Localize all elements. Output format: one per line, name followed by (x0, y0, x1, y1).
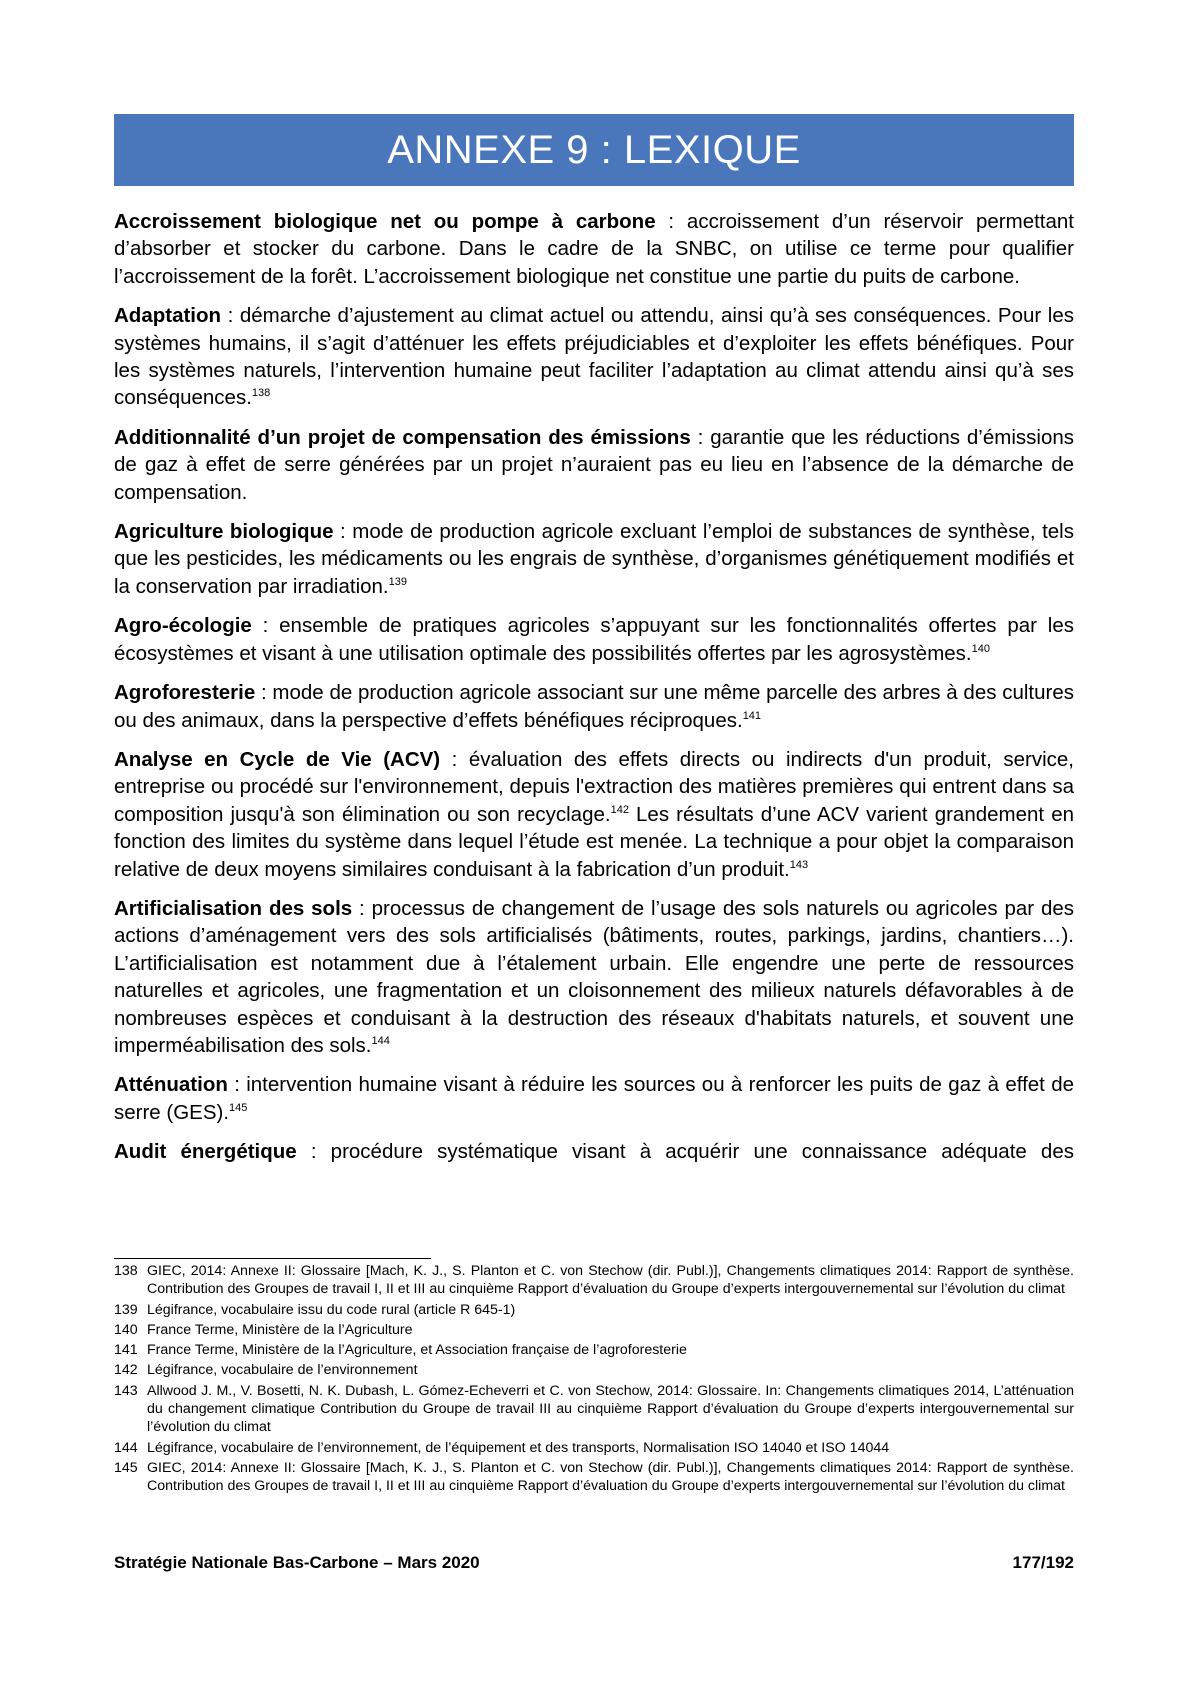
footer-document-title: Stratégie Nationale Bas-Carbone – Mars 2020 (114, 1553, 480, 1572)
glossary-definition: : mode de production agricole excluant l’emploi de substances de synthèse, tels que les pesticides, les médicaments ou les engrais de synthèse, d’organismes génétiquement modifiés et la conservation par irradiation. (114, 520, 1074, 598)
footnote-ref[interactable]: 145 (229, 1101, 248, 1114)
footnote-text: Légifrance, vocabulaire de l’environnement (147, 1362, 418, 1379)
footnote-separator (114, 1258, 431, 1259)
footnote-ref[interactable]: 142 (610, 803, 629, 816)
glossary-definition: : ensemble de pratiques agricoles s’appuyant sur les fonctionnalités offertes par les écosystèmes et visant à une utilisation optimale des possibilités offertes par les agrosystèmes. (114, 614, 1074, 665)
footnote (114, 1321, 1074, 1339)
glossary-term: Atténuation (114, 1073, 228, 1097)
glossary-term: Accroissement biologique net ou pompe à carbone (114, 210, 656, 233)
footnote-ref[interactable]: 141 (742, 709, 762, 722)
glossary-term: Artificialisation des sols (114, 896, 353, 920)
footnote-ref[interactable]: 143 (789, 858, 809, 871)
glossary-entry (114, 518, 1074, 600)
glossary-entry (114, 424, 1074, 506)
glossary-entry (114, 208, 1074, 290)
glossary-entry (114, 746, 1074, 883)
glossary-content (114, 208, 1074, 1178)
glossary-definition: : garantie que les réductions d’émissions de gaz à effet de serre générées par un projet n’auraient pas eu lieu en l’absence de la démarche de compensation. (114, 425, 1074, 504)
footnote-number: 144 (114, 1439, 138, 1456)
glossary-entry (114, 302, 1074, 412)
page-number: 177/192 (1012, 1553, 1074, 1572)
footnote (114, 1382, 1074, 1437)
footnote-text: Légifrance, vocabulaire issu du code rural (article R 645-1) (147, 1301, 516, 1318)
footnote-number: 138 (114, 1263, 138, 1279)
glossary-definition: : évaluation des effets directs ou indirects d'un produit, service, entreprise ou procédé sur l'environnement, depuis l'extraction des matières premières qui entrent dans sa composition jusqu'à son élimination ou son recyclage. (114, 747, 1074, 826)
glossary-term: Additionnalité d’un projet de compensation des émissions (114, 425, 691, 449)
footnote (114, 1301, 1074, 1319)
footnote-number: 145 (114, 1459, 138, 1476)
footnote-number: 140 (114, 1321, 138, 1338)
glossary-entry (114, 895, 1074, 1059)
page-footer (114, 1553, 1074, 1573)
page-title: ANNEXE 9 : LEXIQUE (387, 127, 801, 172)
glossary-term: Analyse en Cycle de Vie (ACV) (114, 747, 441, 771)
footnote-ref[interactable]: 139 (388, 576, 407, 589)
footnote-ref[interactable]: 144 (371, 1035, 390, 1048)
footnote-text: Allwood J. M., V. Bosetti, N. K. Dubash, L. Gómez-Echeverri et C. von Stechow, 2014: Glossaire. In: Changements climatiques 2014, L’atténuation du changement climatique Contribution du Groupe de travail III au cinquième Rapport d’évaluation du Groupe d’experts intergouvernemental sur l’évolution du climat (147, 1382, 1074, 1436)
footnote (114, 1439, 1074, 1457)
glossary-entry (114, 679, 1074, 734)
footnote (114, 1361, 1074, 1379)
footnote (114, 1341, 1074, 1359)
glossary-definition: : mode de production agricole associant sur une même parcelle des arbres à des cultures ou des animaux, dans la perspective d’effets bénéfiques réciproques. (114, 681, 1074, 732)
glossary-term: Agriculture biologique (114, 520, 334, 544)
glossary-term: Agroforesterie (114, 681, 256, 705)
footnote-text: France Terme, Ministère de la l’Agriculture, et Association française de l’agroforesterie (147, 1342, 687, 1359)
glossary-term: Adaptation (114, 304, 222, 328)
footnote-number: 142 (114, 1362, 138, 1379)
footnote-text: GIEC, 2014: Annexe II: Glossaire [Mach, K. J., S. Planton et C. von Stechow (dir. Publ.)], Changements climatiques 2014: Rapport de synthèse. Contribution des Groupes de travail I, II et III au cinquième Rapport d’évaluation du Groupe d’experts intergouvernemental sur l’évolution du climat (147, 1263, 1074, 1298)
footnote (114, 1262, 1074, 1299)
footnote-number: 141 (114, 1342, 138, 1359)
glossary-entry (114, 1138, 1074, 1165)
footnote-number: 143 (114, 1382, 138, 1399)
glossary-term: Agro-écologie (114, 614, 252, 638)
footnote-ref[interactable]: 138 (251, 387, 271, 400)
footnote-ref[interactable]: 140 (971, 642, 990, 655)
footnote (114, 1459, 1074, 1496)
footnote-text: GIEC, 2014: Annexe II: Glossaire [Mach, K. J., S. Planton et C. von Stechow (dir. Publ.)], Changements climatiques 2014: Rapport de synthèse. Contribution des Groupes de travail I, II et III au cinquième Rapport d’évaluation du Groupe d’experts intergouvernemental sur l’évolution du climat (147, 1459, 1074, 1495)
glossary-term: Audit énergétique (114, 1140, 297, 1164)
glossary-definition: : processus de changement de l’usage des sols naturels ou agricoles par des actions d’aménagement vers des sols artificialisés (bâtiments, routes, parkings, jardins, chantiers…). L’artificialisation est notamment due à l’étalement urbain. Elle engendre une perte de ressources naturelles et agricoles, une fragmentation et un cloisonnement des milieux naturels défavorables à de nombreuses espèces et conduisant à la destruction des réseaux d'habitats naturels, et souvent une imperméabilisation des sols. (114, 896, 1075, 1057)
glossary-definition-continued: Les résultats d’une ACV varient grandement en fonction des limites du système dans lequel l’étude est menée. La technique a pour objet la comparaison relative de deux moyens similaires conduisant à la fabrication d’un produit. (114, 802, 1074, 881)
footnotes (114, 1262, 1074, 1498)
glossary-entry (114, 612, 1074, 667)
glossary-entry (114, 1071, 1074, 1126)
footnote-text: Légifrance, vocabulaire de l’environnement, de l’équipement et des transports, Normalisation ISO 14040 et ISO 14044 (147, 1439, 890, 1456)
glossary-definition: : démarche d’ajustement au climat actuel ou attendu, ainsi qu’à ses conséquences. Pour les systèmes humains, il s’agit d’atténuer les effets préjudiciables et d’exploiter les effets bénéfiques. Pour les systèmes naturels, l’intervention humaine peut faciliter l’adaptation au climat attendu ainsi qu’à ses conséquences. (114, 304, 1074, 410)
page-title-banner (114, 114, 1074, 186)
footnote-text: France Terme, Ministère de la l’Agriculture (147, 1321, 413, 1338)
glossary-definition: : accroissement d’un réservoir permettant d’absorber et stocker du carbone. Dans le cadre de la SNBC, on utilise ce terme pour qualifier l’accroissement de la forêt. L’accroissement biologique net constitue une partie du puits de carbone. (114, 210, 1075, 288)
footnote-number: 139 (114, 1301, 138, 1318)
glossary-definition: : intervention humaine visant à réduire les sources ou à renforcer les puits de gaz à effet de serre (GES). (114, 1073, 1074, 1124)
glossary-definition: : procédure systématique visant à acquérir une connaissance adéquate des (296, 1140, 1074, 1164)
